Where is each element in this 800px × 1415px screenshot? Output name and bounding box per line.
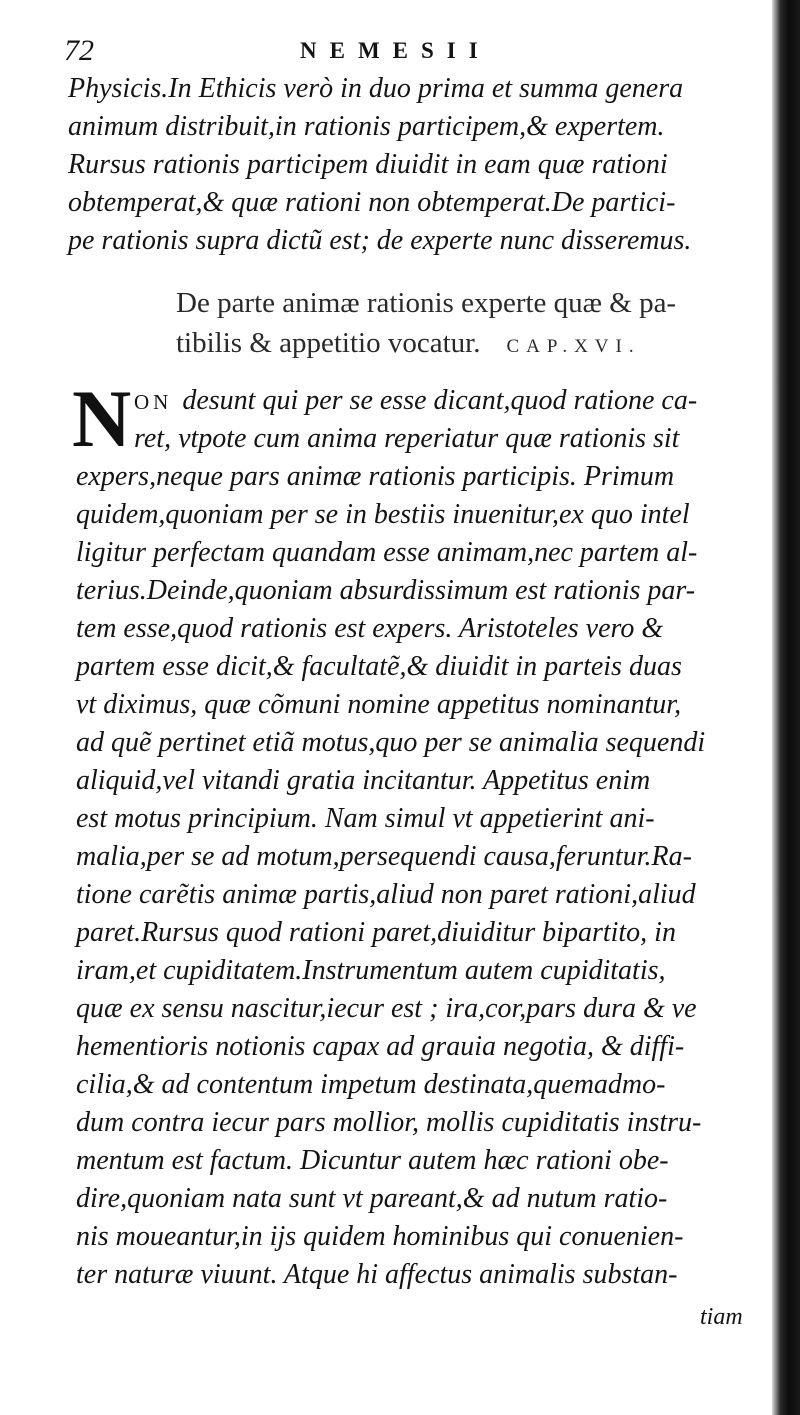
chapter-heading-text: tibilis & appetitio vocatur. [176,327,481,359]
text-line: est motus principium. Nam simul vt appetierint ani- [76,803,655,834]
drop-cap-rest: ON [134,390,173,414]
page-number: 72 [64,34,94,67]
text-line: mentum est factum. Dicuntur autem hæc rationi obe- [76,1145,669,1176]
page-header [64,28,744,68]
text-line: aliquid,vel vitandi gratia incitantur. Appetitus enim [76,765,651,796]
text-line: ligitur perfectam quandam esse animam,nec partem al- [76,537,698,568]
text-line: expers,neque pars animæ rationis participis. Primum [76,461,675,492]
text-line: partem esse dicit,& facultatẽ,& diuidit in parteis duas [76,651,682,682]
page-edge-shadow [772,0,800,1415]
text-line: Physicis.In Ethicis verò in duo prima et summa genera [68,73,684,104]
text-line: quæ ex sensu nascitur,iecur est ; ira,cor,pars dura & ve [76,993,697,1024]
drop-cap-letter: N [72,373,132,464]
text-line: ad quẽ pertinet etiã motus,quo per se animalia sequendi [76,727,706,758]
chapter-heading-line-2 [176,324,641,366]
text-line: tem esse,quod rationis est expers. Aristoteles vero & [76,613,664,644]
text-line: tione carẽtis animæ partis,aliud non paret rationi,aliud [76,879,696,910]
chapter-heading-line-1: De parte animæ rationis experte quæ & pa- [176,287,677,319]
text-line: ter naturæ viuunt. Atque hi affectus animalis substan- [76,1259,678,1290]
text-line: Rursus rationis participem diuidit in eam quæ rationi [68,149,668,180]
text-line: iram,et cupiditatem.Instrumentum autem cupiditatis, [76,955,666,986]
text-line: cilia,& ad contentum impetum destinata,quemadmo- [76,1069,666,1100]
running-head: NEMESII [300,38,491,63]
text-line: vt diximus, quæ cõmuni nomine appetitus nominantur, [76,689,682,720]
text-line: quidem,quoniam per se in bestiis inuenitur,ex quo intel [76,499,690,530]
chapter-number: CAP.XVI. [506,336,641,357]
text-line: ret, vtpote cum anima reperiatur quæ rationis sit [134,423,680,454]
catchword: tiam [700,1304,743,1330]
drop-cap-line-text: desunt qui per se esse dicant,quod ratione ca- [182,385,698,416]
text-line: paret.Rursus quod rationi paret,diuiditur bipartito, in [76,917,676,948]
text-line: obtemperat,& quæ rationi non obtemperat.De partici- [68,187,676,218]
text-line: animum distribuit,in rationis participem,& expertem. [68,111,665,142]
text-line: malia,per se ad motum,persequendi causa,feruntur.Ra- [76,841,692,872]
text-line: nis moueantur,in ijs quidem hominibus qui conuenien- [76,1221,684,1252]
text-line: dire,quoniam nata sunt vt pareant,& ad nutum ratio- [76,1183,668,1214]
text-line: pe rationis supra dictũ est; de experte nunc disseremus. [68,225,692,256]
drop-cap-first-line [134,382,697,421]
text-line: dum contra iecur pars mollior, mollis cupiditatis instru- [76,1107,702,1138]
text-line: terius.Deinde,quoniam absurdissimum est rationis par- [76,575,696,606]
text-line: hementioris notionis capax ad grauia negotia, & diffi- [76,1031,685,1062]
